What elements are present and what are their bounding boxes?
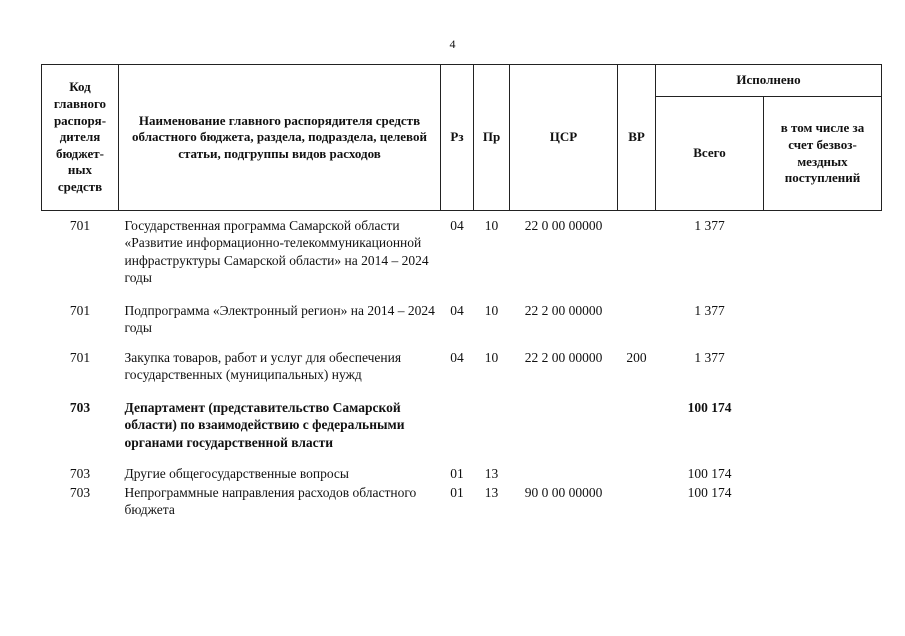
cell-name: Государственная программа Самарской области «Развитие информационно-телекоммуникационной инфраструктуры Самарской области» на 2014 – 2024 годы [124, 218, 429, 285]
cell-code: 703 [69, 485, 91, 501]
cell-pr: 10 [484, 349, 499, 365]
cell-vr [618, 286, 656, 337]
cell-vr [618, 383, 656, 451]
cell-rz: 04 [450, 303, 464, 319]
cell-vr [618, 482, 656, 519]
cell-rz: 04 [450, 218, 464, 233]
header-pr: Пр [474, 65, 510, 211]
budget-table [41, 64, 882, 519]
cell-free [764, 211, 882, 287]
cell-free [764, 383, 882, 451]
cell-code: 701 [69, 303, 91, 319]
cell-total: 100 174 [687, 465, 732, 481]
cell-rz: 01 [450, 485, 464, 501]
cell-rz: 01 [450, 465, 464, 481]
cell-csr: 90 0 00 00000 [524, 485, 603, 501]
cell-free [764, 337, 882, 384]
cell-name: Закупка товаров, работ и услуг для обеспечения государственных (муниципальных) нужд [124, 349, 402, 382]
cell-name: Департамент (представительство Самарской области) по взаимодействию с федеральными органами государственной власти [124, 400, 405, 450]
cell-code: 703 [69, 465, 91, 481]
table-row [42, 286, 882, 337]
cell-name: Другие общегосударственные вопросы [124, 465, 349, 481]
header-total: Всего [656, 97, 764, 211]
table-row [42, 211, 882, 287]
cell-code: 701 [69, 349, 91, 365]
cell-total: 1 377 [694, 218, 725, 233]
cell-total: 100 174 [687, 485, 732, 501]
header-csr: ЦСР [510, 65, 618, 211]
cell-pr: 10 [484, 303, 499, 319]
cell-vr [618, 211, 656, 287]
cell-total: 1 377 [694, 349, 725, 365]
header-rz: Рз [441, 65, 474, 211]
cell-pr: 13 [484, 485, 499, 501]
header-free: в том числе за счет безвоз-мездных поступлений [764, 97, 882, 211]
cell-vr: 200 [626, 349, 647, 365]
cell-name: Непрограммные направления расходов областного бюджета [124, 485, 417, 518]
header-code: Код главного распоря-дителя бюджет-ных средств [42, 65, 119, 211]
cell-total: 100 174 [687, 400, 732, 416]
cell-total: 1 377 [694, 303, 725, 319]
table-body [42, 211, 882, 519]
header-executed: Исполнено [656, 65, 882, 97]
table-row [42, 337, 882, 384]
cell-rz: 04 [450, 349, 464, 365]
cell-csr: 22 2 00 00000 [524, 303, 603, 319]
cell-csr [510, 383, 618, 451]
cell-name: Подпрограмма «Электронный регион» на 2014 – 2024 годы [124, 303, 435, 336]
cell-free [764, 482, 882, 519]
table-row [42, 482, 882, 519]
table-row [42, 383, 882, 451]
cell-free [764, 286, 882, 337]
cell-free [764, 451, 882, 482]
cell-pr: 10 [484, 218, 499, 233]
header-vr: ВР [618, 65, 656, 211]
cell-vr [618, 451, 656, 482]
cell-csr: 22 2 00 00000 [524, 349, 603, 365]
table-row [42, 451, 882, 482]
cell-code: 703 [69, 400, 91, 416]
page-number: 4 [449, 37, 456, 51]
cell-rz [441, 383, 474, 451]
cell-csr [510, 451, 618, 482]
cell-pr [474, 383, 510, 451]
cell-pr: 13 [484, 465, 499, 481]
cell-code: 701 [69, 218, 91, 233]
cell-csr: 22 0 00 00000 [524, 218, 603, 233]
header-name: Наименование главного распорядителя средств областного бюджета, раздела, подраздела, целевой статьи, подгруппы видов расходов [119, 65, 441, 211]
